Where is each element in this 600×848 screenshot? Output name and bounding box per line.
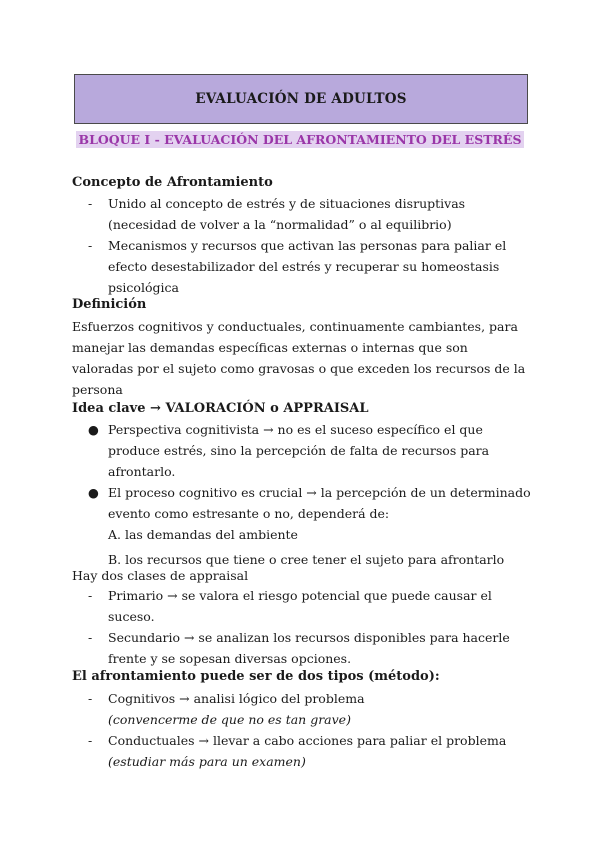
definicion-text: Esfuerzos cognitivos y conductuales, continuamente cambiantes, para manejar las demandas específicas externas o internas que son valoradas por el sujeto como gravosas o que exceden los recursos de la persona	[72, 319, 526, 397]
heading-idea-clave: Idea clave → VALORACIÓN o APPRAISAL	[72, 401, 369, 416]
concepto-list	[88, 193, 533, 298]
heading-concepto: Concepto de Afrontamiento	[72, 175, 273, 190]
sub-item-b: B. los recursos que tiene o cree tener el sujeto para afrontarlo	[108, 552, 505, 567]
list-item: - Secundario → se analizan los recursos disponibles para hacerle frente y se sopesan diversas opciones.	[88, 630, 510, 666]
idea-list	[88, 419, 533, 570]
example-note: (estudiar más para un examen)	[108, 754, 306, 769]
list-item: - Mecanismos y recursos que activan las personas para paliar el efecto desestabilizador del estrés y recuperar su homeostasis psicológica	[88, 238, 507, 295]
heading-definicion: Definición	[72, 297, 147, 312]
list-item: - Unido al concepto de estrés y de situaciones disruptivas (necesidad de volver a la “normalidad” o al equilibrio)	[88, 196, 466, 232]
appraisal-intro: Hay dos clases de appraisal	[72, 568, 249, 583]
example-note: (convencerme de que no es tan grave)	[108, 712, 351, 727]
appraisal-list	[88, 585, 533, 669]
list-item: - Primario → se valora el riesgo potencial que puede causar el suceso.	[88, 588, 492, 624]
heading-tipos: El afrontamiento puede ser de dos tipos (método):	[72, 669, 440, 684]
list-item: - Cognitivos → analisi lógico del problema (convencerme de que no es tan grave)	[88, 688, 533, 730]
list-item: ● Perspectiva cognitivista → no es el suceso específico el que produce estrés, sino la percepción de falta de recursos para afrontarlo.	[88, 422, 490, 479]
tipos-list	[88, 688, 533, 772]
list-item: - Conductuales → llevar a cabo acciones para paliar el problema (estudiar más para un examen)	[88, 730, 533, 772]
subtitle-text: BLOQUE I - EVALUACIÓN DEL AFRONTAMIENTO DEL ESTRÉS	[76, 131, 525, 148]
list-item: ● El proceso cognitivo es crucial → la percepción de un determinado evento como estresante o no, dependerá de: A. las demandas del ambiente B. los recursos que tiene o cree tener el sujeto para afrontarlo	[88, 482, 533, 570]
document-title: EVALUACIÓN DE ADULTOS	[74, 74, 528, 124]
sub-item-a: A. las demandas del ambiente	[108, 527, 298, 542]
section-subtitle	[0, 132, 600, 147]
